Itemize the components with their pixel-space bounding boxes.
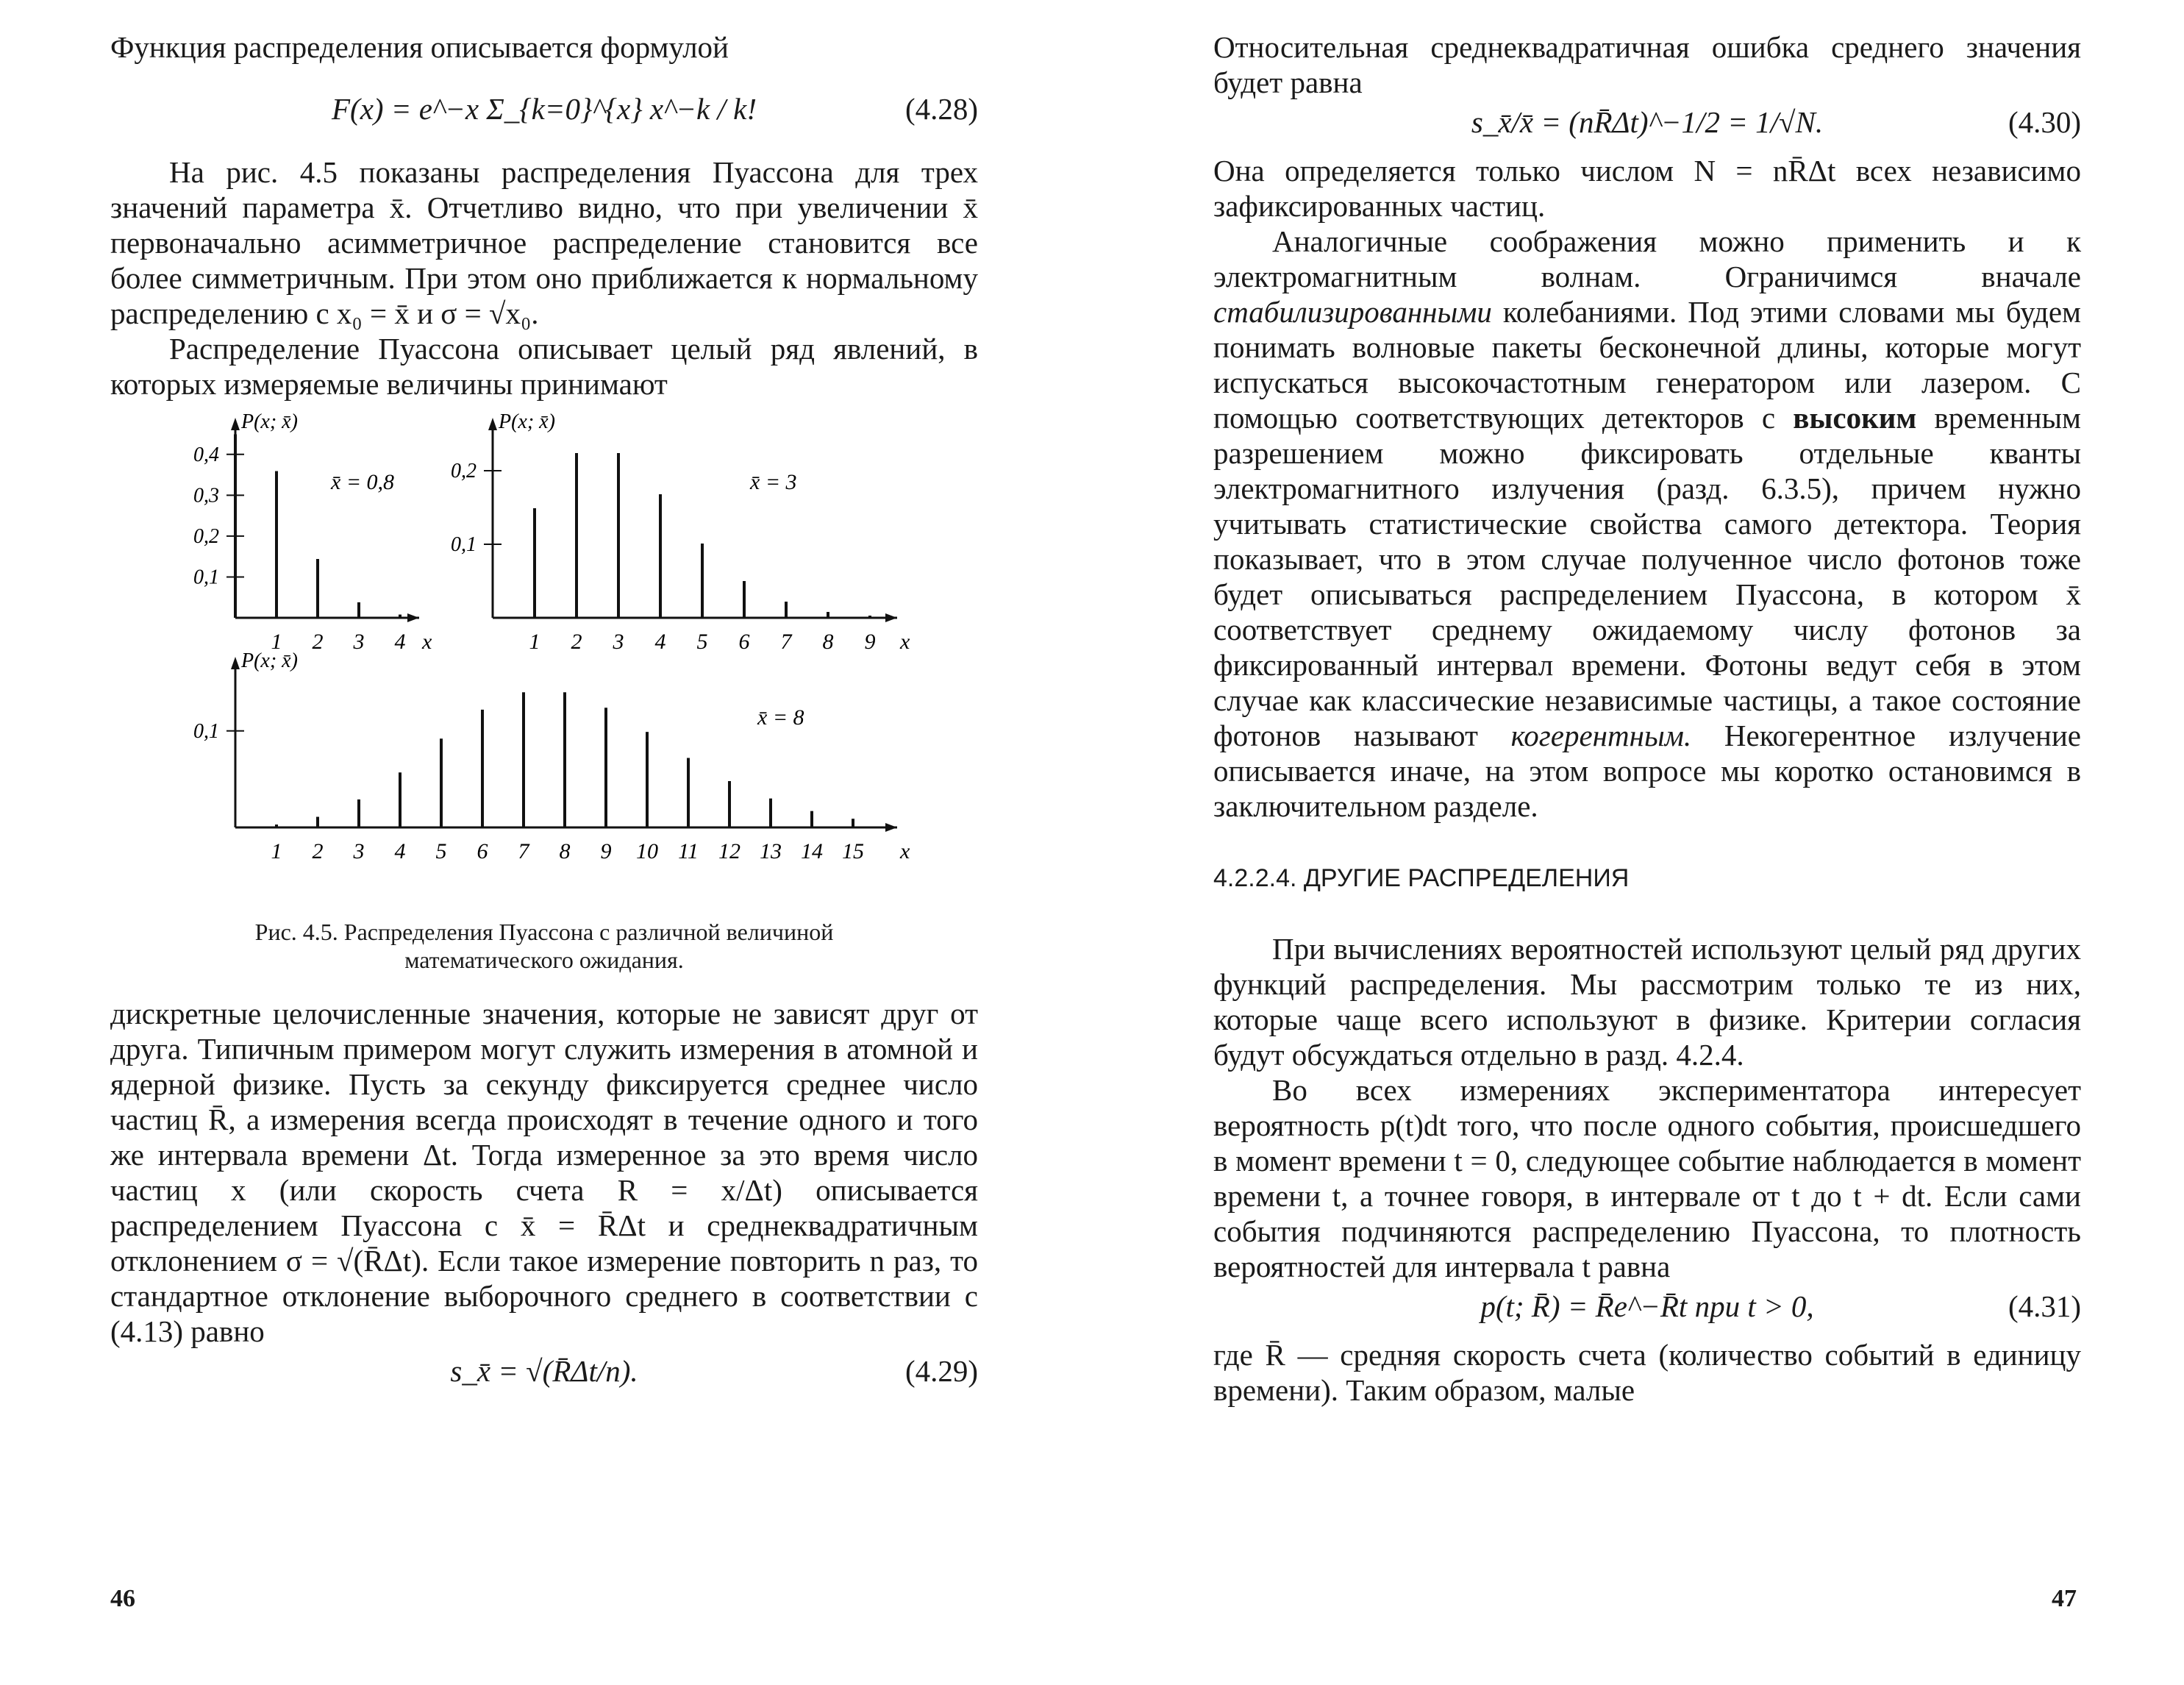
x-tick-label: 8: [559, 839, 571, 863]
equation-number: (4.30): [2008, 105, 2081, 139]
y-axis-arrow: [488, 418, 497, 430]
text-run-bold: высоким: [1793, 401, 1917, 435]
y-axis-label: P(x; x̄): [499, 412, 555, 433]
y-tick-label: 0,1: [451, 533, 477, 556]
parameter-label: x̄ = 0,8: [331, 470, 395, 494]
paragraph: Распределение Пуассона описывает целый ряд явлений, в которых измеряемые величины принимают: [110, 332, 978, 401]
x-tick-label: 11: [678, 839, 699, 863]
y-tick-label: 0,3: [193, 484, 219, 507]
x-axis-label: x: [422, 630, 432, 654]
x-tick-label: 6: [477, 839, 488, 863]
x-tick-label: 3: [353, 839, 365, 863]
y-tick-label: 0,2: [451, 460, 477, 482]
y-tick-label: 0,4: [193, 443, 219, 466]
x-tick-label: 3: [353, 630, 365, 654]
paragraph: где R̄ — средняя скорость счета (количество событий в единицу времени). Таким образом, малые: [1213, 1338, 2081, 1407]
page-number-left: 46: [110, 1585, 135, 1612]
equation-number: (4.28): [904, 92, 978, 126]
x-tick-label: 2: [312, 839, 324, 863]
figure-4-5: [110, 412, 978, 912]
text-run: временным разрешением можно фиксировать отдельные кванты электромагнитного излучения (разд. 6.3.5), причем нужно учитывать статистические свойства самого детектора. Теория показывает, что в этом случае полученное число фотонов тоже будет описываться распределением Пуассона, в котором x̄ соответствует среднему ожидаемому числу фотонов за фиксированный интервал времени. Фотоны ведут себя в этом случае как классические независимые частицы, а такое состояние фотонов называют: [1213, 401, 2081, 752]
x-axis-label: x: [900, 630, 910, 654]
equation-expr: s_x̄/x̄ = (nR̄Δt)^−1/2 = 1/√N.: [1471, 105, 1824, 139]
x-tick-label: 1: [271, 839, 282, 863]
equation-number: (4.29): [904, 1354, 978, 1388]
text-run-italic: стабилизированными: [1213, 295, 1492, 329]
poisson-charts: [110, 412, 978, 912]
x-tick-label: 1: [529, 630, 540, 654]
paragraph: При вычислениях вероятностей используют целый ряд других функций распределения. Мы рассмотрим только те из них, которые чаще всего используют в физике. Критерии согласия будут обсуждаться отдельно в разд. 4.2.4.: [1213, 932, 2081, 1072]
x-axis-arrow: [407, 613, 419, 622]
equation-4-31: [1213, 1289, 2081, 1333]
x-tick-label: 9: [864, 630, 876, 654]
equation-4-29: [110, 1353, 978, 1397]
y-tick-label: 0,2: [193, 524, 219, 548]
intro-text: Функция распределения описывается формулой: [110, 30, 729, 64]
x-tick-label: 2: [571, 630, 582, 654]
x-tick-label: 4: [654, 630, 666, 654]
paragraph: Относительная среднеквадратичная ошибка среднего значения будет равна: [1213, 30, 2081, 99]
paragraph: [1213, 224, 2081, 824]
equation-expr: s_x̄ = √(R̄Δt/n).: [450, 1354, 638, 1388]
right-page: [1213, 29, 2081, 1408]
x-tick-label: 4: [394, 630, 406, 654]
paragraph: Во всех измерениях экспериментатора интересует вероятность p(t)dt того, что после одного события, происшедшего в момент времени t = 0, следующее событие наблюдается в момент времени t, а точнее говоря, в интервале от t до t + dt. Если сами события подчиняются распределению Пуассона, то плотность вероятностей для интервала t равна: [1213, 1073, 2081, 1283]
x-axis-label: x: [900, 839, 910, 863]
y-axis-label: P(x; x̄): [241, 649, 298, 672]
x-tick-label: 12: [718, 839, 741, 863]
x-axis-arrow: [885, 613, 897, 622]
y-axis-arrow: [231, 657, 240, 669]
figure-caption: Рис. 4.5. Распределения Пуассона с различной величиной математического ожидания.: [254, 919, 834, 973]
y-tick-label: 0,1: [193, 566, 219, 589]
x-tick-label: 10: [636, 839, 658, 863]
x-tick-label: 8: [822, 630, 834, 654]
equation-number: (4.31): [2008, 1289, 2081, 1323]
x-tick-label: 13: [760, 839, 782, 863]
equation-expr: F(x) = e^−x Σ_{k=0}^{x} x^−k / k!: [332, 92, 757, 126]
x-tick-label: 1: [271, 630, 282, 654]
x-tick-label: 5: [696, 630, 708, 654]
parameter-label: x̄ = 3: [750, 470, 797, 494]
y-tick-label: 0,1: [193, 719, 219, 743]
x-axis-arrow: [885, 823, 897, 832]
text-run: колебаниями. Под этими словами мы будем понимать волновые пакеты бесконечной длины, которые могут испускаться высокочастотным генератором или лазером. С помощью соответствующих детекторов с: [1213, 295, 2081, 435]
x-tick-label: 9: [600, 839, 612, 863]
parameter-label: x̄ = 8: [757, 705, 804, 730]
x-tick-label: 2: [312, 630, 324, 654]
x-tick-label: 3: [613, 630, 624, 654]
paragraph: Она определяется только числом N = nR̄Δt всех независимо зафиксированных частиц.: [1213, 154, 2081, 223]
section-heading: 4.2.2.4. ДРУГИЕ РАСПРЕДЕЛЕНИЯ: [1213, 864, 1630, 892]
text-run-italic: когерентным.: [1510, 719, 1692, 752]
x-tick-label: 4: [394, 839, 406, 863]
x-tick-label: 15: [842, 839, 864, 863]
x-tick-label: 5: [435, 839, 447, 863]
paragraph: дискретные целочисленные значения, которые не зависят друг от друга. Типичным примером могут служить измерения в атомной и ядерной физике. Пусть за секунду фиксируется среднее число частиц R̄, а измерения всегда происходят в течение одного и того же интервала времени Δt. Тогда измеренное за это время число частиц x (или скорость счета R = x/Δt) описывается распределением Пуассона с x̄ = R̄Δt и среднеквадратичным отклонением σ = √(R̄Δt). Если такое измерение повторить n раз, то стандартное отклонение выборочного среднего в соответствии с (4.13) равно: [110, 997, 978, 1348]
text-run: Некогерентное излучение описывается иначе, на этом вопросе мы коротко остановимся в заключительном разделе.: [1213, 719, 2081, 823]
x-tick-label: 14: [801, 839, 823, 863]
text-run: Аналогичные соображения можно применить и к электромагнитным волнам. Ограничимся вначале: [1213, 224, 2081, 293]
y-axis-arrow: [231, 418, 240, 430]
page-number-right: 47: [2052, 1585, 2077, 1612]
x-tick-label: 7: [780, 630, 792, 654]
y-axis-label: P(x; x̄): [241, 412, 298, 433]
equation-expr: p(t; R̄) = R̄e^−R̄t при t > 0,: [1480, 1289, 1814, 1323]
equation-4-28: [110, 69, 978, 150]
x-tick-label: 7: [518, 839, 529, 863]
x-tick-label: 6: [738, 630, 750, 654]
paragraph: На рис. 4.5 показаны распределения Пуассона для трех значений параметра x̄. Отчетливо видно, что при увеличении x̄ первоначально асимметричное распределение становится все более симметричным. При этом оно приближается к нормальному распределению с x₀ = x̄ и σ = √x₀.: [110, 155, 978, 330]
left-page: [110, 29, 978, 1402]
equation-4-30: [1213, 104, 2081, 149]
